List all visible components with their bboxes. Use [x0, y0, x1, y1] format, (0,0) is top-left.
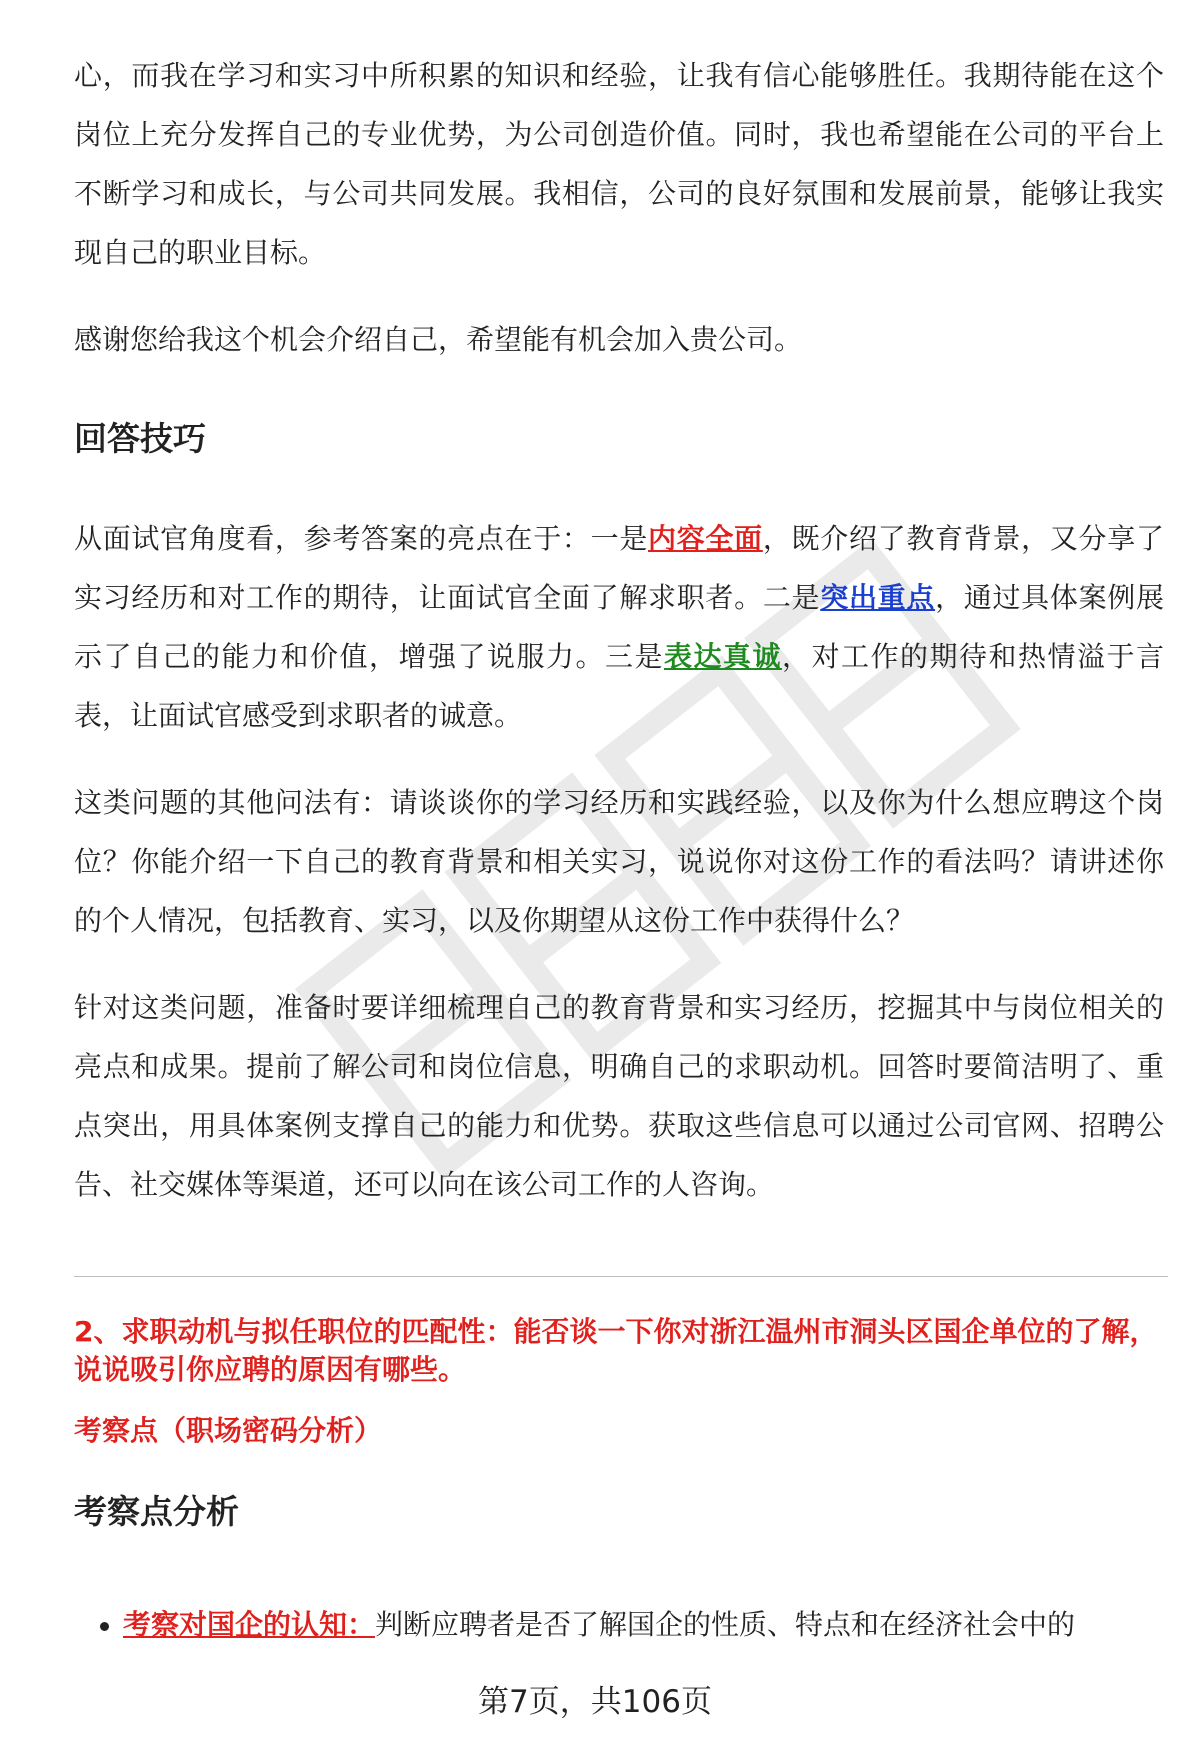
tips-p1-text-3: ，通过具体案例展示了自己的能力和价值，增强了说服力。三是 — [74, 581, 1164, 673]
bullet-dot-icon — [100, 1622, 109, 1631]
tips-p1-text-2: ，既介绍了教育背景，又分享了实习经历和对工作的期待，让面试官全面了解求职者。二是 — [74, 522, 1164, 614]
question-2-title: 2、求职动机与拟任职位的匹配性：能否谈一下你对浙江温州市洞头区国企单位的了解，说说吸引你应聘的原因有哪些。 — [74, 1315, 1158, 1386]
tips-paragraph-3: 针对这类问题，准备时要详细梳理自己的教育背景和实习经历，挖掘其中与岗位相关的亮点和成果。提前了解公司和岗位信息，明确自己的求职动机。回答时要简洁明了、重点突出，用具体案例支撑自己的能力和优势。获取这些信息可以通过公司官网、招聘公告、社交媒体等渠道，还可以向在该公司工作的人咨询。 — [74, 991, 1164, 1201]
analysis-heading: 考察点分析 — [74, 1492, 239, 1531]
question-2-subtitle: 考察点（职场密码分析） — [74, 1414, 383, 1447]
highlight-content-complete: 内容全面 — [648, 522, 763, 555]
tips-paragraph-2: 这类问题的其他问法有：请谈谈你的学习经历和实践经验，以及你为什么想应聘这个岗位？你能介绍一下自己的教育背景和相关实习，说说你对这份工作的看法吗？请讲述你的个人情况，包括教育、实习，以及你期望从这份工作中获得什么？ — [74, 786, 1164, 937]
bullet-text: 判断应聘者是否了解国企的性质、特点和在经济社会中的 — [375, 1608, 1076, 1641]
document-body — [74, 46, 1164, 1214]
bullet-title: 考察对国企的认知： — [123, 1608, 376, 1641]
section-heading-tips: 回答技巧 — [74, 419, 206, 458]
tips-p1-text-1: 从面试官角度看，参考答案的亮点在于：一是 — [74, 522, 649, 555]
intro-paragraph-2: 感谢您给我这个机会介绍自己，希望能有机会加入贵公司。 — [74, 323, 803, 356]
tips-p1-text-4: ，对工作的期待和热情溢于言表，让面试官感受到求职者的诚意。 — [74, 640, 1164, 732]
highlight-sincere: 表达真诚 — [663, 640, 782, 673]
section-divider — [74, 1276, 1168, 1277]
intro-paragraph-1: 心，而我在学习和实习中所积累的知识和经验，让我有信心能够胜任。我期待能在这个岗位上充分发挥自己的专业优势，为公司创造价值。同时，我也希望能在公司的平台上不断学习和成长，与公司共同发展。我相信，公司的良好氛围和发展前景，能够让我实现自己的职业目标。 — [74, 59, 1164, 269]
bullet-item — [100, 1605, 1164, 1645]
page-footer: 第7页，共106页 — [478, 1684, 712, 1720]
highlight-key-points: 突出重点 — [820, 581, 936, 614]
tips-paragraph-1 — [74, 509, 1164, 745]
